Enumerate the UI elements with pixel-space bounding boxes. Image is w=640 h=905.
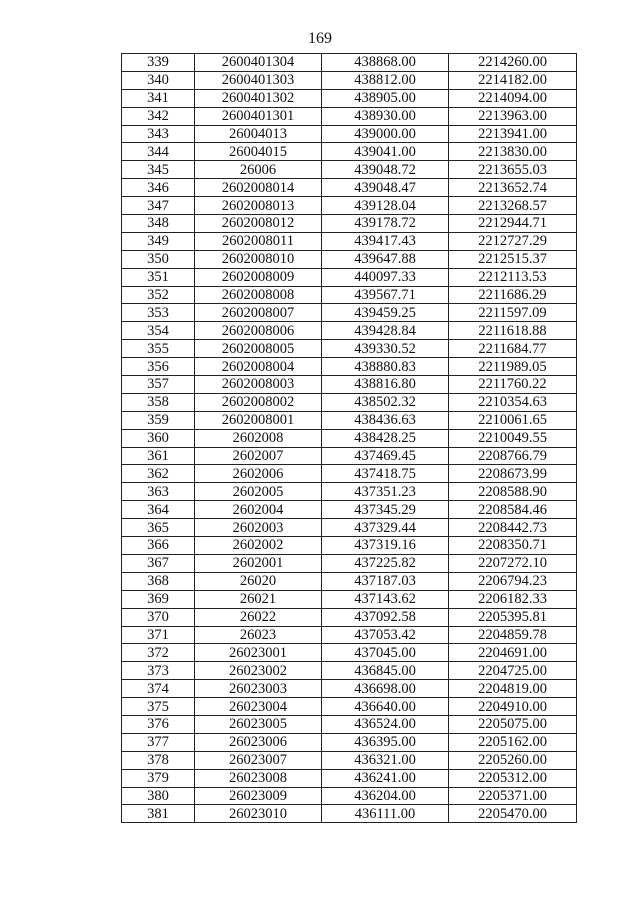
y-coordinate-cell: 2208673.99 <box>449 465 577 483</box>
row-index-cell: 372 <box>122 644 195 662</box>
y-coordinate-cell: 2204910.00 <box>449 698 577 716</box>
table-row <box>122 125 577 143</box>
row-index-cell: 367 <box>122 554 195 572</box>
table-row <box>122 286 577 304</box>
row-index-cell: 349 <box>122 232 195 250</box>
point-id-cell: 2602003 <box>195 519 322 537</box>
point-id-cell: 2602008003 <box>195 376 322 394</box>
x-coordinate-cell: 436111.00 <box>322 805 449 823</box>
x-coordinate-cell: 439128.04 <box>322 197 449 215</box>
table-row <box>122 644 577 662</box>
table-row <box>122 554 577 572</box>
point-id-cell: 26023003 <box>195 680 322 698</box>
row-index-cell: 376 <box>122 715 195 733</box>
point-id-cell: 26006 <box>195 161 322 179</box>
y-coordinate-cell: 2211597.09 <box>449 304 577 322</box>
table-row <box>122 572 577 590</box>
point-id-cell: 2602007 <box>195 447 322 465</box>
x-coordinate-cell: 439428.84 <box>322 322 449 340</box>
y-coordinate-cell: 2212944.71 <box>449 215 577 233</box>
table-row <box>122 197 577 215</box>
y-coordinate-cell: 2208442.73 <box>449 519 577 537</box>
table-row <box>122 483 577 501</box>
row-index-cell: 354 <box>122 322 195 340</box>
x-coordinate-cell: 437469.45 <box>322 447 449 465</box>
x-coordinate-cell: 438880.83 <box>322 358 449 376</box>
y-coordinate-cell: 2210061.65 <box>449 411 577 429</box>
point-id-cell: 26004015 <box>195 143 322 161</box>
table-row <box>122 626 577 644</box>
x-coordinate-cell: 436698.00 <box>322 680 449 698</box>
x-coordinate-cell: 438930.00 <box>322 107 449 125</box>
point-id-cell: 2600401302 <box>195 89 322 107</box>
y-coordinate-cell: 2213655.03 <box>449 161 577 179</box>
y-coordinate-cell: 2205162.00 <box>449 733 577 751</box>
y-coordinate-cell: 2207272.10 <box>449 554 577 572</box>
y-coordinate-cell: 2211686.29 <box>449 286 577 304</box>
table-row <box>122 411 577 429</box>
y-coordinate-cell: 2205395.81 <box>449 608 577 626</box>
point-id-cell: 2602008004 <box>195 358 322 376</box>
table-row <box>122 54 577 72</box>
x-coordinate-cell: 436524.00 <box>322 715 449 733</box>
table-row <box>122 769 577 787</box>
y-coordinate-cell: 2214094.00 <box>449 89 577 107</box>
point-id-cell: 2600401303 <box>195 71 322 89</box>
row-index-cell: 381 <box>122 805 195 823</box>
row-index-cell: 350 <box>122 250 195 268</box>
point-id-cell: 2602008010 <box>195 250 322 268</box>
table-row <box>122 680 577 698</box>
y-coordinate-cell: 2206182.33 <box>449 590 577 608</box>
y-coordinate-cell: 2206794.23 <box>449 572 577 590</box>
x-coordinate-cell: 439330.52 <box>322 340 449 358</box>
table-row <box>122 268 577 286</box>
row-index-cell: 360 <box>122 429 195 447</box>
point-id-cell: 26023004 <box>195 698 322 716</box>
row-index-cell: 351 <box>122 268 195 286</box>
point-id-cell: 2602008005 <box>195 340 322 358</box>
x-coordinate-cell: 439000.00 <box>322 125 449 143</box>
table-row <box>122 393 577 411</box>
y-coordinate-cell: 2214260.00 <box>449 54 577 72</box>
row-index-cell: 379 <box>122 769 195 787</box>
table-row <box>122 715 577 733</box>
x-coordinate-cell: 437345.29 <box>322 501 449 519</box>
x-coordinate-cell: 437225.82 <box>322 554 449 572</box>
point-id-cell: 26023009 <box>195 787 322 805</box>
page-number: 169 <box>308 30 332 47</box>
x-coordinate-cell: 437329.44 <box>322 519 449 537</box>
x-coordinate-cell: 439048.47 <box>322 179 449 197</box>
y-coordinate-cell: 2212515.37 <box>449 250 577 268</box>
y-coordinate-cell: 2205470.00 <box>449 805 577 823</box>
y-coordinate-cell: 2205312.00 <box>449 769 577 787</box>
point-id-cell: 26023 <box>195 626 322 644</box>
y-coordinate-cell: 2204819.00 <box>449 680 577 698</box>
x-coordinate-cell: 439567.71 <box>322 286 449 304</box>
row-index-cell: 353 <box>122 304 195 322</box>
x-coordinate-cell: 437053.42 <box>322 626 449 644</box>
x-coordinate-cell: 437143.62 <box>322 590 449 608</box>
row-index-cell: 374 <box>122 680 195 698</box>
row-index-cell: 346 <box>122 179 195 197</box>
point-id-cell: 26023006 <box>195 733 322 751</box>
point-id-cell: 2602008008 <box>195 286 322 304</box>
table-row <box>122 519 577 537</box>
row-index-cell: 364 <box>122 501 195 519</box>
row-index-cell: 341 <box>122 89 195 107</box>
y-coordinate-cell: 2204691.00 <box>449 644 577 662</box>
y-coordinate-cell: 2208584.46 <box>449 501 577 519</box>
point-id-cell: 2602008014 <box>195 179 322 197</box>
x-coordinate-cell: 438816.80 <box>322 376 449 394</box>
x-coordinate-cell: 438436.63 <box>322 411 449 429</box>
y-coordinate-cell: 2213830.00 <box>449 143 577 161</box>
table-row <box>122 143 577 161</box>
table-row <box>122 322 577 340</box>
row-index-cell: 371 <box>122 626 195 644</box>
row-index-cell: 343 <box>122 125 195 143</box>
row-index-cell: 345 <box>122 161 195 179</box>
point-id-cell: 26023010 <box>195 805 322 823</box>
y-coordinate-cell: 2208588.90 <box>449 483 577 501</box>
row-index-cell: 369 <box>122 590 195 608</box>
point-id-cell: 2602004 <box>195 501 322 519</box>
y-coordinate-cell: 2214182.00 <box>449 71 577 89</box>
point-id-cell: 2602006 <box>195 465 322 483</box>
table-row <box>122 787 577 805</box>
x-coordinate-cell: 438428.25 <box>322 429 449 447</box>
point-id-cell: 26021 <box>195 590 322 608</box>
table-row <box>122 232 577 250</box>
x-coordinate-cell: 436845.00 <box>322 662 449 680</box>
row-index-cell: 368 <box>122 572 195 590</box>
row-index-cell: 373 <box>122 662 195 680</box>
row-index-cell: 365 <box>122 519 195 537</box>
table-row <box>122 662 577 680</box>
row-index-cell: 344 <box>122 143 195 161</box>
y-coordinate-cell: 2205260.00 <box>449 751 577 769</box>
table-row <box>122 698 577 716</box>
point-id-cell: 26023001 <box>195 644 322 662</box>
x-coordinate-cell: 439647.88 <box>322 250 449 268</box>
y-coordinate-cell: 2211989.05 <box>449 358 577 376</box>
point-id-cell: 2602008001 <box>195 411 322 429</box>
row-index-cell: 378 <box>122 751 195 769</box>
x-coordinate-cell: 439041.00 <box>322 143 449 161</box>
point-id-cell: 2602008012 <box>195 215 322 233</box>
x-coordinate-cell: 440097.33 <box>322 268 449 286</box>
table-row <box>122 89 577 107</box>
x-coordinate-cell: 439048.72 <box>322 161 449 179</box>
row-index-cell: 357 <box>122 376 195 394</box>
y-coordinate-cell: 2208350.71 <box>449 537 577 555</box>
x-coordinate-cell: 437045.00 <box>322 644 449 662</box>
x-coordinate-cell: 438812.00 <box>322 71 449 89</box>
table-row <box>122 358 577 376</box>
y-coordinate-cell: 2208766.79 <box>449 447 577 465</box>
row-index-cell: 339 <box>122 54 195 72</box>
row-index-cell: 342 <box>122 107 195 125</box>
row-index-cell: 362 <box>122 465 195 483</box>
y-coordinate-cell: 2205075.00 <box>449 715 577 733</box>
y-coordinate-cell: 2213941.00 <box>449 125 577 143</box>
point-id-cell: 26023008 <box>195 769 322 787</box>
y-coordinate-cell: 2211618.88 <box>449 322 577 340</box>
x-coordinate-cell: 437351.23 <box>322 483 449 501</box>
x-coordinate-cell: 436321.00 <box>322 751 449 769</box>
y-coordinate-cell: 2211684.77 <box>449 340 577 358</box>
y-coordinate-cell: 2212113.53 <box>449 268 577 286</box>
table-row <box>122 733 577 751</box>
x-coordinate-cell: 438905.00 <box>322 89 449 107</box>
x-coordinate-cell: 438868.00 <box>322 54 449 72</box>
point-id-cell: 2600401304 <box>195 54 322 72</box>
point-id-cell: 2602008013 <box>195 197 322 215</box>
point-id-cell: 2602008009 <box>195 268 322 286</box>
point-id-cell: 2602001 <box>195 554 322 572</box>
table-row <box>122 805 577 823</box>
y-coordinate-cell: 2210354.63 <box>449 393 577 411</box>
row-index-cell: 355 <box>122 340 195 358</box>
y-coordinate-cell: 2211760.22 <box>449 376 577 394</box>
row-index-cell: 358 <box>122 393 195 411</box>
point-id-cell: 2602008002 <box>195 393 322 411</box>
point-id-cell: 26022 <box>195 608 322 626</box>
x-coordinate-cell: 436204.00 <box>322 787 449 805</box>
row-index-cell: 356 <box>122 358 195 376</box>
x-coordinate-cell: 437092.58 <box>322 608 449 626</box>
y-coordinate-cell: 2212727.29 <box>449 232 577 250</box>
point-id-cell: 2602008011 <box>195 232 322 250</box>
table-row <box>122 376 577 394</box>
coordinates-table <box>121 53 577 823</box>
x-coordinate-cell: 439178.72 <box>322 215 449 233</box>
table-row <box>122 751 577 769</box>
table-row <box>122 608 577 626</box>
x-coordinate-cell: 438502.32 <box>322 393 449 411</box>
table-row <box>122 161 577 179</box>
point-id-cell: 26004013 <box>195 125 322 143</box>
y-coordinate-cell: 2213652.74 <box>449 179 577 197</box>
point-id-cell: 2602008 <box>195 429 322 447</box>
y-coordinate-cell: 2205371.00 <box>449 787 577 805</box>
table-row <box>122 215 577 233</box>
y-coordinate-cell: 2213268.57 <box>449 197 577 215</box>
table-body <box>122 54 577 823</box>
point-id-cell: 2602008006 <box>195 322 322 340</box>
row-index-cell: 352 <box>122 286 195 304</box>
table-row <box>122 501 577 519</box>
row-index-cell: 361 <box>122 447 195 465</box>
point-id-cell: 26023002 <box>195 662 322 680</box>
x-coordinate-cell: 436241.00 <box>322 769 449 787</box>
y-coordinate-cell: 2213963.00 <box>449 107 577 125</box>
point-id-cell: 26023007 <box>195 751 322 769</box>
row-index-cell: 377 <box>122 733 195 751</box>
x-coordinate-cell: 437319.16 <box>322 537 449 555</box>
row-index-cell: 375 <box>122 698 195 716</box>
x-coordinate-cell: 436640.00 <box>322 698 449 716</box>
x-coordinate-cell: 439459.25 <box>322 304 449 322</box>
row-index-cell: 359 <box>122 411 195 429</box>
table-row <box>122 590 577 608</box>
table-row <box>122 304 577 322</box>
x-coordinate-cell: 439417.43 <box>322 232 449 250</box>
row-index-cell: 363 <box>122 483 195 501</box>
x-coordinate-cell: 437418.75 <box>322 465 449 483</box>
point-id-cell: 26020 <box>195 572 322 590</box>
y-coordinate-cell: 2204725.00 <box>449 662 577 680</box>
table-row <box>122 537 577 555</box>
point-id-cell: 26023005 <box>195 715 322 733</box>
point-id-cell: 2602005 <box>195 483 322 501</box>
y-coordinate-cell: 2204859.78 <box>449 626 577 644</box>
row-index-cell: 348 <box>122 215 195 233</box>
y-coordinate-cell: 2210049.55 <box>449 429 577 447</box>
row-index-cell: 366 <box>122 537 195 555</box>
row-index-cell: 340 <box>122 71 195 89</box>
row-index-cell: 347 <box>122 197 195 215</box>
row-index-cell: 380 <box>122 787 195 805</box>
x-coordinate-cell: 436395.00 <box>322 733 449 751</box>
table-row <box>122 465 577 483</box>
table-row <box>122 250 577 268</box>
x-coordinate-cell: 437187.03 <box>322 572 449 590</box>
row-index-cell: 370 <box>122 608 195 626</box>
table-row <box>122 179 577 197</box>
point-id-cell: 2600401301 <box>195 107 322 125</box>
point-id-cell: 2602008007 <box>195 304 322 322</box>
table-row <box>122 71 577 89</box>
table-row <box>122 107 577 125</box>
point-id-cell: 2602002 <box>195 537 322 555</box>
table-row <box>122 429 577 447</box>
table-row <box>122 340 577 358</box>
table-row <box>122 447 577 465</box>
